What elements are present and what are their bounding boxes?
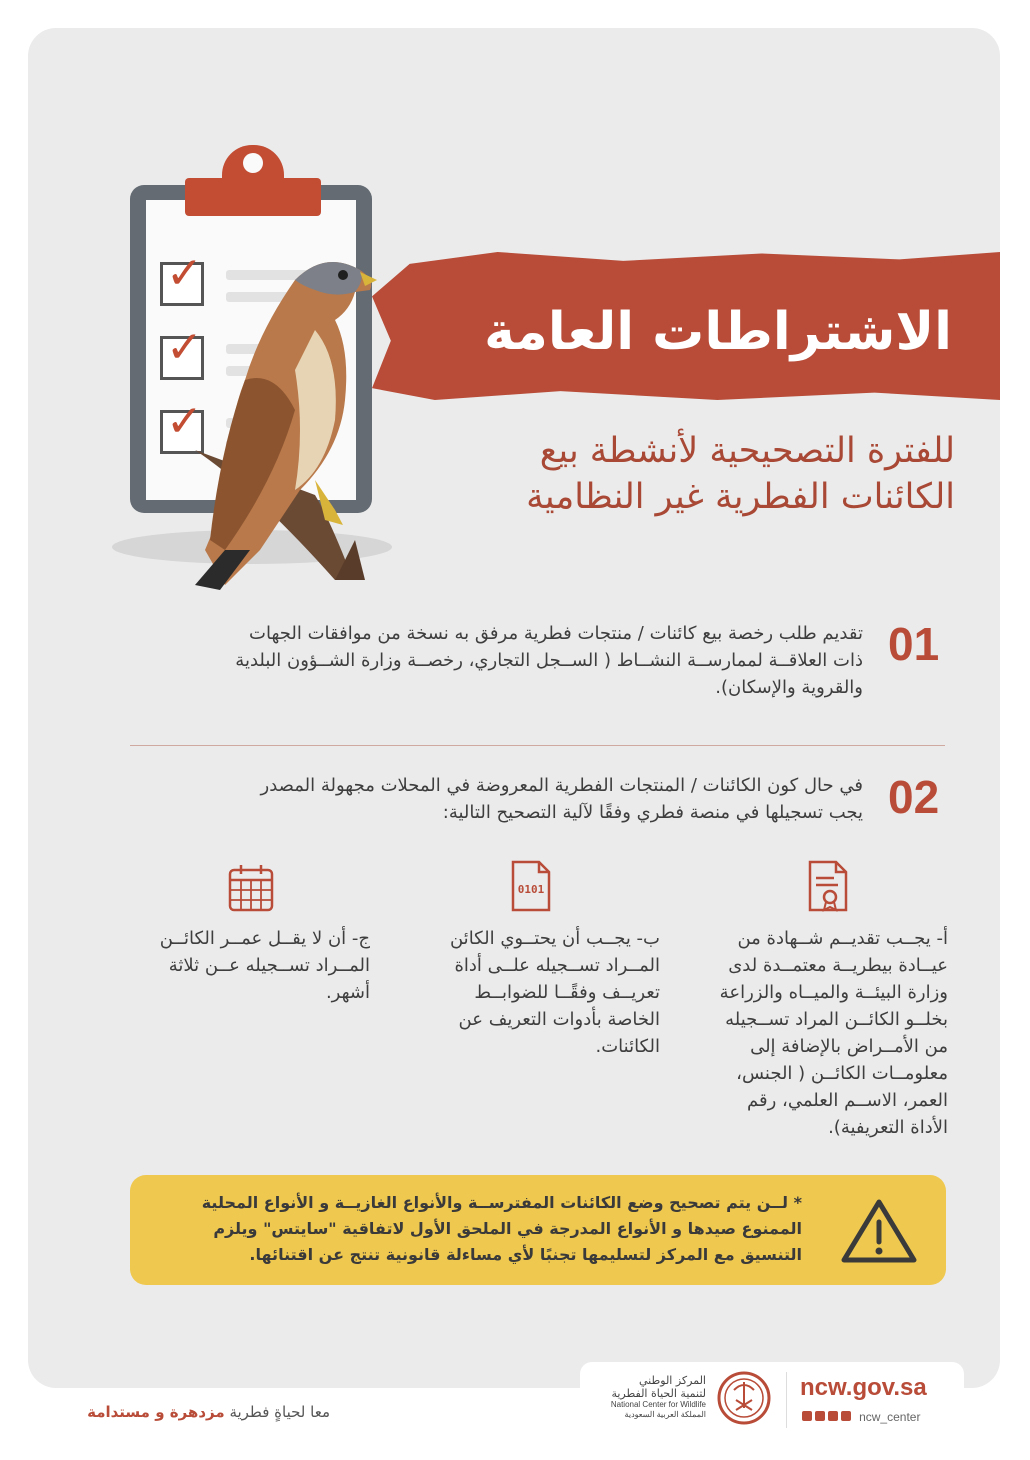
- item-text: [128, 620, 863, 701]
- slogan-text: معا لحياةٍ فطرية: [229, 1403, 330, 1421]
- ncw-logo: [716, 1370, 772, 1426]
- clipboard-clip-hole: [243, 153, 263, 173]
- binary-file-icon: [507, 860, 555, 912]
- requirement-line: عيــادة بيطريــة معتمــدة لدى: [728, 955, 948, 976]
- social-links: [802, 1406, 920, 1425]
- requirement-line: ب- يجــب أن يحتــوي الكائن: [449, 928, 660, 949]
- org-name-ar: لتنمية الحياة الفطرية: [611, 1387, 706, 1400]
- warning-text: [150, 1190, 802, 1268]
- org-name: [588, 1374, 706, 1420]
- instagram-icon[interactable]: [815, 1411, 825, 1421]
- subtitle-line: للفترة التصحيحية لأنشطة بيع: [539, 431, 955, 471]
- twitter-icon[interactable]: [841, 1411, 851, 1421]
- page-subtitle: [420, 428, 955, 520]
- clipboard-clip: [185, 178, 321, 216]
- snapchat-icon[interactable]: [802, 1411, 812, 1421]
- slogan: [60, 1403, 330, 1421]
- org-name-ar: المركز الوطني: [639, 1374, 706, 1387]
- slogan-accent: مزدهرة و مستدامة: [87, 1403, 225, 1421]
- requirement-line: المــراد تســجيله علــى أداة: [454, 955, 660, 976]
- requirement-line: الأداة التعريفية).: [828, 1117, 948, 1138]
- warning-line: التنسيق مع المركز لتسليمها تجنبًا لأي مساءلة قانونية تنتج عن اقتنائها.: [249, 1245, 802, 1264]
- item-line: والقروية والإسكان).: [715, 677, 863, 698]
- warning-line: * لــن يتم تصحيح وضع الكائنات المفترســة والأنواع الغازيــة و الأنواع المحلية: [201, 1193, 802, 1212]
- certificate-icon: [804, 860, 852, 912]
- section-divider: [130, 745, 945, 746]
- org-name-en: National Center for Wildlife: [610, 1400, 706, 1409]
- requirement-line: من الأمــراض بالإضافة إلى: [750, 1036, 948, 1057]
- website-link[interactable]: ncw.gov.sa: [800, 1374, 927, 1401]
- requirement-line: تعريــف وفقًــا للضوابــط: [474, 982, 660, 1003]
- svg-text:0101: 0101: [517, 883, 545, 896]
- org-country: المملكة العربية السعودية: [624, 1410, 706, 1419]
- falcon-illustration: [165, 250, 395, 590]
- warning-line: الممنوع صيدها و الأنواع المدرجة في الملحق الأول لاتفاقية "سايتس" ويلزم: [213, 1219, 802, 1238]
- item-number: 02: [888, 771, 940, 823]
- item-line: يجب تسجيلها في منصة فطري وفقًا لآلية التصحيح التالية:: [442, 802, 863, 823]
- requirement-line: الخاصة بأدوات التعريف عن: [458, 1009, 660, 1030]
- requirement-line: أ- يجــب تقديــم شــهادة من: [737, 928, 948, 949]
- requirement-c: [128, 925, 370, 1006]
- requirement-a: [706, 925, 948, 1141]
- youtube-icon[interactable]: [828, 1411, 838, 1421]
- calendar-icon: [227, 862, 275, 914]
- requirement-line: المــراد تســجيله عــن ثلاثة: [168, 955, 370, 976]
- requirement-line: أشهر.: [325, 982, 370, 1003]
- item-number: 01: [888, 618, 940, 670]
- checkmark-icon: ✓: [166, 396, 203, 447]
- requirement-line: بخلــو الكائــن المراد تســجيله: [725, 1009, 948, 1030]
- checkmark-icon: ✓: [166, 322, 203, 373]
- footer-divider: [786, 1372, 787, 1428]
- social-handle: ncw_center: [859, 1410, 921, 1424]
- requirement-line: ج- أن لا يقــل عمــر الكائــن: [159, 928, 370, 949]
- item-line: ذات العلاقــة لممارســة النشــاط ( الســجل التجاري، رخصــة وزارة الشــؤون البلدية: [235, 650, 863, 671]
- item-line: في حال كون الكائنات / المنتجات الفطرية المعروضة في المحلات مجهولة المصدر: [260, 775, 863, 796]
- item-line: تقديم طلب رخصة بيع كائنات / منتجات فطرية مرفق به نسخة من موافقات الجهات: [249, 623, 863, 644]
- subtitle-line: الكائنات الفطرية غير النظامية: [526, 477, 955, 517]
- warning-triangle-icon: [840, 1198, 918, 1264]
- requirement-line: العمر، الاســم العلمي، رقم: [747, 1090, 948, 1111]
- requirement-line: معلومــات الكائــن ( الجنس،: [736, 1063, 948, 1084]
- requirement-line: الكائنات.: [595, 1036, 660, 1057]
- requirement-b: [418, 925, 660, 1060]
- checkmark-icon: ✓: [166, 248, 203, 299]
- item-text: [128, 772, 863, 826]
- requirement-line: وزارة البيئــة والميــاه والزراعة: [719, 982, 948, 1003]
- page-title: الاشتراطات العامة: [484, 302, 952, 362]
